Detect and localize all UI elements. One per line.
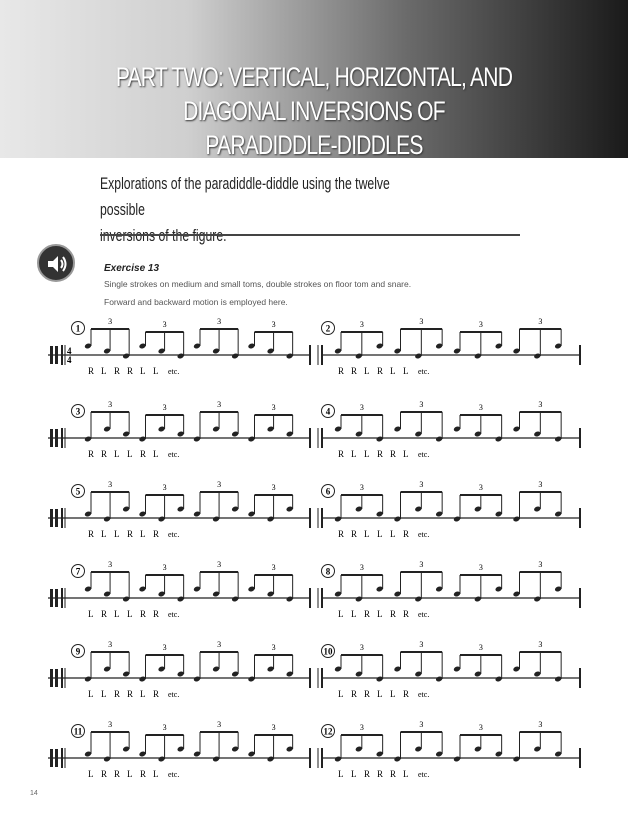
sticking-letter: R xyxy=(140,449,147,459)
tuplet-number: 3 xyxy=(217,640,222,649)
sticking-letter: R xyxy=(127,366,134,376)
sticking-letter: R xyxy=(127,689,134,699)
tuplet-number: 3 xyxy=(419,480,424,489)
sticking-letter: L xyxy=(140,529,146,539)
sticking-letter: R xyxy=(377,366,384,376)
tuplet-number: 3 xyxy=(217,720,222,729)
sticking-letter: R xyxy=(364,689,371,699)
sticking-letter: L xyxy=(114,609,120,619)
tuplet-number: 3 xyxy=(359,563,364,572)
sticking-letter: L xyxy=(153,769,159,779)
sticking-letter: L xyxy=(88,769,94,779)
time-signature: 4 xyxy=(67,346,72,356)
percussion-clef xyxy=(50,589,53,607)
exercise-number-label: 10 xyxy=(323,646,333,657)
sticking-letter: R xyxy=(377,769,384,779)
sticking-letter: R xyxy=(88,529,95,539)
tuplet-number: 3 xyxy=(162,563,167,572)
sticking-letter: L xyxy=(127,769,133,779)
sticking-letter: R xyxy=(403,689,410,699)
sticking-letter: R xyxy=(101,769,108,779)
tuplet-number: 3 xyxy=(478,403,483,412)
tuplet-number: 3 xyxy=(419,720,424,729)
percussion-clef xyxy=(50,669,53,687)
sticking-letter: L xyxy=(377,609,383,619)
tuplet-number: 3 xyxy=(108,480,113,489)
sticking-letter: L xyxy=(140,689,146,699)
tuplet-number: 3 xyxy=(271,563,276,572)
tuplet-number: 3 xyxy=(271,403,276,412)
intro-line1: Explorations of the paradiddle-diddle using the twelve possible xyxy=(100,174,390,219)
tuplet-number: 3 xyxy=(478,723,483,732)
tuplet-number: 3 xyxy=(419,317,424,326)
sticking-letter: L xyxy=(364,449,370,459)
tuplet-number: 3 xyxy=(478,483,483,492)
tuplet-number: 3 xyxy=(419,560,424,569)
etc-label: etc. xyxy=(418,450,430,459)
sticking-letter: R xyxy=(364,769,371,779)
tuplet-number: 3 xyxy=(359,643,364,652)
etc-label: etc. xyxy=(168,690,180,699)
sticking-letter: L xyxy=(153,366,159,376)
sticking-letter: R xyxy=(101,609,108,619)
sticking-letter: L xyxy=(338,769,344,779)
sticking-letter: L xyxy=(338,689,344,699)
sticking-letter: L xyxy=(88,609,94,619)
exercise-number-label: 5 xyxy=(75,486,81,497)
sticking-letter: L xyxy=(377,689,383,699)
exercise-number-label: 3 xyxy=(75,406,81,417)
etc-label: etc. xyxy=(168,610,180,619)
percussion-clef xyxy=(55,346,58,364)
tuplet-number: 3 xyxy=(162,320,167,329)
sticking-letter: L xyxy=(127,609,133,619)
sticking-letter: R xyxy=(403,609,410,619)
tuplet-number: 3 xyxy=(271,643,276,652)
time-signature: 4 xyxy=(67,355,72,365)
tuplet-number: 3 xyxy=(478,320,483,329)
tuplet-number: 3 xyxy=(217,480,222,489)
percussion-clef xyxy=(55,749,58,767)
exercise-number-label: 12 xyxy=(323,726,333,737)
tuplet-number: 3 xyxy=(162,723,167,732)
sticking-letter: R xyxy=(88,449,95,459)
tuplet-number: 3 xyxy=(271,483,276,492)
etc-label: etc. xyxy=(168,367,180,376)
tuplet-number: 3 xyxy=(359,723,364,732)
tuplet-number: 3 xyxy=(162,403,167,412)
etc-label: etc. xyxy=(418,770,430,779)
sticking-letter: L xyxy=(351,449,357,459)
sticking-letter: R xyxy=(114,689,121,699)
sticking-letter: L xyxy=(403,449,409,459)
sticking-letter: R xyxy=(351,689,358,699)
exercise-number-label: 11 xyxy=(73,726,83,737)
sticking-letter: L xyxy=(390,529,396,539)
etc-label: etc. xyxy=(168,530,180,539)
tuplet-number: 3 xyxy=(217,560,222,569)
exercise-title: Exercise 13 xyxy=(104,263,160,274)
sticking-letter: R xyxy=(403,529,410,539)
tuplet-number: 3 xyxy=(478,563,483,572)
percussion-clef xyxy=(50,429,53,447)
sticking-letter: R xyxy=(140,609,147,619)
exercise-number-label: 2 xyxy=(325,323,331,334)
tuplet-number: 3 xyxy=(108,317,113,326)
etc-label: etc. xyxy=(418,367,430,376)
sticking-letter: R xyxy=(338,449,345,459)
tuplet-number: 3 xyxy=(419,640,424,649)
tuplet-number: 3 xyxy=(538,720,543,729)
tuplet-number: 3 xyxy=(538,640,543,649)
tuplet-number: 3 xyxy=(359,403,364,412)
etc-label: etc. xyxy=(168,770,180,779)
page-title-line1: PART TWO: VERTICAL, HORIZONTAL, AND DIAGONAL INVERSIONS OF xyxy=(115,62,513,126)
tuplet-number: 3 xyxy=(217,317,222,326)
tuplet-number: 3 xyxy=(538,480,543,489)
sticking-letter: R xyxy=(114,366,121,376)
sticking-letter: L xyxy=(127,449,133,459)
percussion-clef xyxy=(50,509,53,527)
sticking-letter: R xyxy=(127,529,134,539)
sticking-letter: L xyxy=(364,366,370,376)
exercise-description-line2: Forward and backward motion is employed here. xyxy=(104,297,288,307)
sticking-letter: R xyxy=(114,769,121,779)
sticking-letter: L xyxy=(114,449,120,459)
percussion-clef xyxy=(55,429,58,447)
sticking-letter: L xyxy=(403,769,409,779)
percussion-clef xyxy=(55,509,58,527)
tuplet-number: 3 xyxy=(108,560,113,569)
tuplet-number: 3 xyxy=(108,720,113,729)
tuplet-number: 3 xyxy=(538,317,543,326)
tuplet-number: 3 xyxy=(271,320,276,329)
sticking-letter: L xyxy=(114,529,120,539)
etc-label: etc. xyxy=(418,610,430,619)
sticking-letter: L xyxy=(351,769,357,779)
tuplet-number: 3 xyxy=(478,643,483,652)
exercise-description-line1: Single strokes on medium and small toms, double strokes on floor tom and snare. xyxy=(104,279,412,289)
sticking-letter: L xyxy=(338,609,344,619)
etc-label: etc. xyxy=(418,690,430,699)
sticking-letter: L xyxy=(101,689,107,699)
tuplet-number: 3 xyxy=(538,400,543,409)
sticking-letter: L xyxy=(153,449,159,459)
tuplet-number: 3 xyxy=(162,483,167,492)
sticking-letter: R xyxy=(351,529,358,539)
page-number: 14 xyxy=(30,790,38,797)
exercise-number-label: 1 xyxy=(75,323,81,334)
sticking-letter: L xyxy=(377,529,383,539)
etc-label: etc. xyxy=(168,450,180,459)
sticking-letter: L xyxy=(101,529,107,539)
exercise-number-label: 6 xyxy=(325,486,331,497)
tuplet-number: 3 xyxy=(217,400,222,409)
exercise-number-label: 7 xyxy=(75,566,81,577)
sticking-letter: R xyxy=(390,769,397,779)
percussion-clef xyxy=(55,589,58,607)
percussion-clef xyxy=(55,669,58,687)
exercise-number-label: 4 xyxy=(325,406,331,417)
tuplet-number: 3 xyxy=(108,400,113,409)
sticking-letter: R xyxy=(88,366,95,376)
page-title-line2: PARADIDDLE-DIDDLES xyxy=(205,130,423,160)
sticking-letter: R xyxy=(351,366,358,376)
tuplet-number: 3 xyxy=(108,640,113,649)
tuplet-number: 3 xyxy=(271,723,276,732)
sticking-letter: R xyxy=(153,609,160,619)
sticking-letter: R xyxy=(390,449,397,459)
sticking-letter: R xyxy=(364,609,371,619)
sticking-letter: L xyxy=(390,689,396,699)
exercise-number-label: 9 xyxy=(75,646,81,657)
sticking-letter: R xyxy=(140,769,147,779)
sticking-letter: R xyxy=(101,449,108,459)
sticking-letter: L xyxy=(390,366,396,376)
sticking-letter: R xyxy=(338,366,345,376)
sticking-letter: L xyxy=(403,366,409,376)
sticking-letter: R xyxy=(153,689,160,699)
percussion-clef xyxy=(50,749,53,767)
sticking-letter: L xyxy=(351,609,357,619)
tuplet-number: 3 xyxy=(162,643,167,652)
tuplet-number: 3 xyxy=(419,400,424,409)
sticking-letter: L xyxy=(88,689,94,699)
sticking-letter: R xyxy=(153,529,160,539)
sticking-letter: L xyxy=(101,366,107,376)
sticking-letter: R xyxy=(377,449,384,459)
percussion-clef xyxy=(50,346,53,364)
etc-label: etc. xyxy=(418,530,430,539)
sticking-letter: L xyxy=(364,529,370,539)
tuplet-number: 3 xyxy=(359,320,364,329)
sticking-letter: R xyxy=(338,529,345,539)
tuplet-number: 3 xyxy=(538,560,543,569)
sticking-letter: L xyxy=(140,366,146,376)
exercise-number-label: 8 xyxy=(325,566,331,577)
sticking-letter: R xyxy=(390,609,397,619)
tuplet-number: 3 xyxy=(359,483,364,492)
